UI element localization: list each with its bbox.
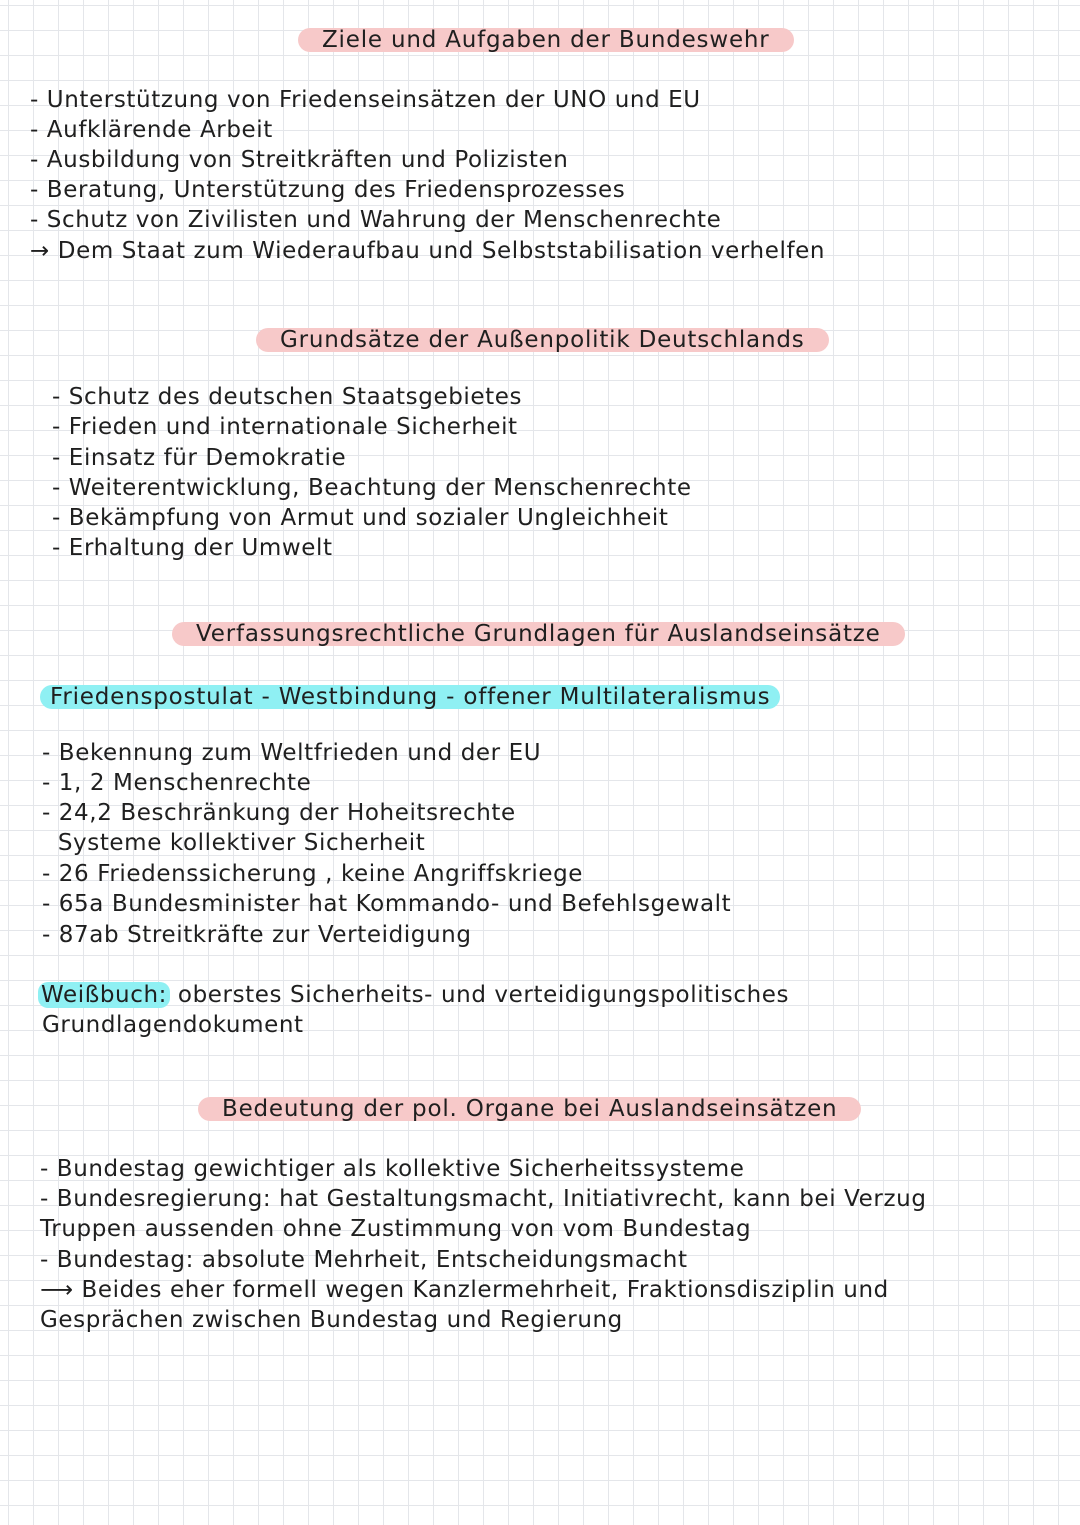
list-item: - Unterstützung von Friedenseinsätzen der UNO und EU bbox=[30, 87, 701, 113]
weissbuch-note-continuation: Grundlagendokument bbox=[42, 1012, 304, 1038]
list-item: - Aufklärende Arbeit bbox=[30, 117, 273, 143]
list-item-continuation: Truppen aussenden ohne Zustimmung von vom Bundestag bbox=[40, 1216, 752, 1242]
list-item: - Schutz von Zivilisten und Wahrung der Menschenrechte bbox=[30, 207, 722, 233]
list-item: - Bundestag: absolute Mehrheit, Entscheidungsmacht bbox=[40, 1247, 688, 1273]
list-item: - 24,2 Beschränkung der Hoheitsrechte bbox=[42, 800, 516, 826]
section-subtitle-principles: Friedenspostulat - Westbindung - offener Multilateralismus bbox=[40, 685, 780, 709]
list-item: - 65a Bundesminister hat Kommando- und Befehlsgewalt bbox=[42, 891, 732, 917]
list-item-continuation: Systeme kollektiver Sicherheit bbox=[42, 830, 426, 856]
list-item: - Beratung, Unterstützung des Friedensprozesses bbox=[30, 177, 626, 203]
list-item: - 1, 2 Menschenrechte bbox=[42, 770, 312, 796]
weissbuch-note bbox=[38, 980, 789, 1010]
list-item: - Erhaltung der Umwelt bbox=[52, 535, 333, 561]
conclusion-arrow-line: → Dem Staat zum Wiederaufbau und Selbststabilisation verhelfen bbox=[30, 238, 826, 264]
weissbuch-term: Weißbuch: bbox=[38, 982, 170, 1008]
section-title-organe: Bedeutung der pol. Organe bei Auslandseinsätzen bbox=[198, 1097, 861, 1121]
list-item: - Ausbildung von Streitkräften und Polizisten bbox=[30, 147, 569, 173]
list-item-continuation: Gesprächen zwischen Bundestag und Regierung bbox=[40, 1307, 623, 1333]
section-title-aussenpolitik: Grundsätze der Außenpolitik Deutschlands bbox=[256, 328, 829, 352]
list-item: - 87ab Streitkräfte zur Verteidigung bbox=[42, 922, 472, 948]
conclusion-arrow-line: ⟶ Beides eher formell wegen Kanzlermehrheit, Fraktionsdisziplin und bbox=[40, 1277, 889, 1303]
weissbuch-definition: oberstes Sicherheits- und verteidigungspolitisches bbox=[169, 982, 790, 1008]
section-title-bundeswehr: Ziele und Aufgaben der Bundeswehr bbox=[298, 28, 794, 52]
list-item: - Frieden und internationale Sicherheit bbox=[52, 414, 518, 440]
list-item: - Bundesregierung: hat Gestaltungsmacht, Initiativrecht, kann bei Verzug bbox=[40, 1186, 927, 1212]
list-item: - Bundestag gewichtiger als kollektive Sicherheitssysteme bbox=[40, 1156, 745, 1182]
list-item: - Bekämpfung von Armut und sozialer Ungleichheit bbox=[52, 505, 669, 531]
section-title-verfassung: Verfassungsrechtliche Grundlagen für Auslandseinsätze bbox=[172, 622, 905, 646]
list-item: - Einsatz für Demokratie bbox=[52, 445, 347, 471]
list-item: - 26 Friedenssicherung , keine Angriffskriege bbox=[42, 861, 584, 887]
list-item: - Bekennung zum Weltfrieden und der EU bbox=[42, 740, 542, 766]
list-item: - Schutz des deutschen Staatsgebietes bbox=[52, 384, 523, 410]
list-item: - Weiterentwicklung, Beachtung der Menschenrechte bbox=[52, 475, 692, 501]
